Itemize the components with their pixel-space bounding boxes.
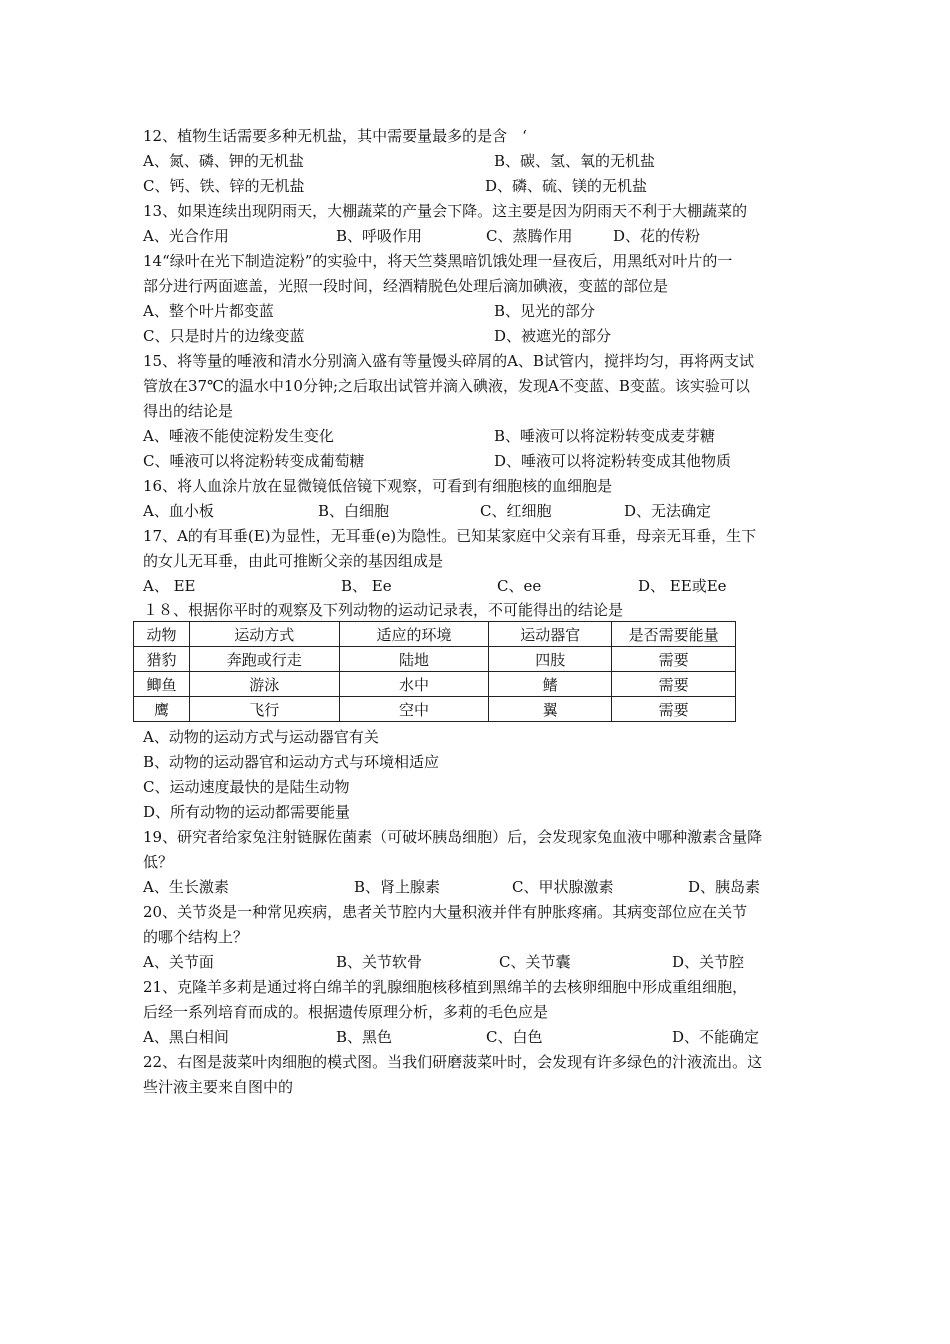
table-header-cell: 适应的环境 (339, 622, 489, 647)
table-cell: 翼 (489, 697, 612, 722)
question-21-option-c: C、白色 (486, 1028, 543, 1046)
question-18-option-a: A、动物的运动方式与运动器官有关 (143, 728, 379, 746)
table-header-row (134, 622, 736, 647)
question-19-stem-line-2: 低？ (143, 853, 174, 871)
question-18-option-b: B、动物的运动器官和运动方式与环境相适应 (143, 753, 440, 771)
question-15-option-d: D、唾液可以将淀粉转变成其他物质 (494, 452, 732, 470)
table-cell: 鲫鱼 (134, 672, 190, 697)
table-row (134, 672, 736, 697)
table-cell: 空中 (339, 697, 489, 722)
table-cell: 飞行 (189, 697, 339, 722)
animal-motion-table (133, 621, 736, 722)
table-cell: 猎豹 (134, 647, 190, 672)
question-15-stem-line-1: 15、将等量的唾液和清水分别滴入盛有等量馒头碎屑的A、B试管内，搅拌均匀，再将两支试 (143, 352, 754, 370)
question-12-option-c: C、钙、铁、锌的无机盐 (143, 177, 305, 195)
question-13-stem: 13、如果连续出现阴雨天，大棚蔬菜的产量会下降。这主要是因为阴雨天不利于大棚蔬菜的 (143, 202, 748, 220)
question-18-option-d: D、所有动物的运动都需要能量 (143, 803, 351, 821)
question-21-option-a: A、黑白相间 (143, 1028, 229, 1046)
question-17-option-c: C、ee (497, 577, 542, 595)
question-20-stem-line-1: 20、关节炎是一种常见疾病，患者关节腔内大量积液并伴有肿胀疼痛。其病变部位应在关节 (143, 903, 748, 921)
question-20-stem-line-2: 的哪个结构上？ (143, 928, 249, 946)
question-16-option-d: D、无法确定 (624, 502, 712, 520)
question-21-option-d: D、不能确定 (672, 1028, 760, 1046)
question-14-option-a: A、整个叶片都变蓝 (143, 302, 274, 320)
table-row (134, 697, 736, 722)
question-16-option-a: A、血小板 (143, 502, 214, 520)
table-cell: 奔跑或行走 (189, 647, 339, 672)
question-16-stem: 16、将人血涂片放在显微镜低倍镜下观察，可看到有细胞核的血细胞是 (143, 477, 613, 495)
question-14-option-c: C、只是时片的边缘变蓝 (143, 327, 305, 345)
question-12-option-b: B、碳、氢、氧的无机盐 (494, 152, 656, 170)
table-cell: 需要 (612, 672, 736, 697)
table-cell: 需要 (612, 647, 736, 672)
table-header-cell: 运动器官 (489, 622, 612, 647)
table-cell: 水中 (339, 672, 489, 697)
question-20-option-d: D、关节腔 (672, 953, 745, 971)
question-14-stem-line-2: 部分进行两面遮盖，光照一段时间，经酒精脱色处理后滴加碘液，变蓝的部位是 (143, 277, 669, 295)
question-12-option-a: A、氮、磷、钾的无机盐 (143, 152, 304, 170)
question-15-stem-line-2: 管放在37℃的温水中10分钟;之后取出试管并滴入碘液，发现A不变蓝、B变蓝。该实验可以 (143, 377, 750, 395)
table-cell: 游泳 (189, 672, 339, 697)
question-14-stem-line-1: 14“绿叶在光下制造淀粉”的实验中，将天竺葵黑暗饥饿处理一昼夜后，用黑纸对叶片的一 (143, 252, 733, 270)
table-cell: 陆地 (339, 647, 489, 672)
question-19-option-a: A、生长激素 (143, 878, 229, 896)
question-22-stem-line-1: 22、右图是菠菜叶肉细胞的模式图。当我们研磨菠菜叶时，会发现有许多绿色的汁液流出。这 (143, 1053, 763, 1071)
question-17-stem-line-2: 的女儿无耳垂，由此可推断父亲的基因组成是 (143, 552, 444, 570)
question-16-option-b: B、白细胞 (318, 502, 390, 520)
table-cell: 鳍 (489, 672, 612, 697)
table-cell: 需要 (612, 697, 736, 722)
table-header-cell: 是否需要能量 (612, 622, 736, 647)
question-20-option-a: A、关节面 (143, 953, 214, 971)
question-21-option-b: B、黑色 (336, 1028, 393, 1046)
question-20-option-c: C、关节囊 (499, 953, 571, 971)
question-13-option-d: D、花的传粉 (613, 227, 701, 245)
question-14-option-d: D、被遮光的部分 (494, 327, 612, 345)
question-19-option-d: D、胰岛素 (688, 878, 761, 896)
table-header-cell: 运动方式 (189, 622, 339, 647)
question-17-option-b: B、 Ee (341, 577, 392, 595)
question-19-stem-line-1: 19、研究者给家兔注射链脲佐菌素（可破坏胰岛细胞）后，会发现家兔血液中哪种激素含量降 (143, 828, 763, 846)
question-14-option-b: B、见光的部分 (494, 302, 596, 320)
table-cell: 鹰 (134, 697, 190, 722)
question-21-stem-line-2: 后经一系列培育而成的。根据遗传原理分析，多莉的毛色应是 (143, 1003, 549, 1021)
question-13-option-a: A、光合作用 (143, 227, 229, 245)
question-18-option-c: C、运动速度最快的是陆生动物 (143, 778, 350, 796)
question-15-option-b: B、唾液可以将淀粉转变成麦芽糖 (494, 427, 716, 445)
question-12-option-d: D、磷、硫、镁的无机盐 (485, 177, 648, 195)
table-header-cell: 动物 (134, 622, 190, 647)
question-12-stem: 12、植物生话需要多种无机盐，其中需要量最多的是含 ‘ (143, 127, 527, 145)
question-21-stem-line-1: 21、克隆羊多莉是通过将白绵羊的乳腺细胞核移植到黑绵羊的去核卵细胞中形成重组细胞， (143, 978, 748, 996)
question-13-option-b: B、呼吸作用 (336, 227, 423, 245)
question-20-option-b: B、关节软骨 (336, 953, 423, 971)
table-row (134, 647, 736, 672)
question-13-option-c: C、蒸腾作用 (486, 227, 573, 245)
question-22-stem-line-2: 些汁液主要来自图中的 (143, 1078, 294, 1096)
question-17-stem-line-1: 17、A的有耳垂(E)为显性，无耳垂(e)为隐性。已知某家庭中父亲有耳垂，母亲无耳垂，生下 (143, 527, 757, 545)
question-19-option-b: B、肾上腺素 (354, 878, 441, 896)
question-15-stem-line-3: 得出的结论是 (143, 402, 234, 420)
question-17-option-d: D、 EE或Ee (638, 577, 727, 595)
question-16-option-c: C、红细胞 (480, 502, 552, 520)
question-18-stem: １８、根据你平时的观察及下列动物的运动记录表，不可能得出的结论是 (143, 601, 624, 619)
question-17-option-a: A、 EE (143, 577, 196, 595)
question-15-option-c: C、唾液可以将淀粉转变成葡萄糖 (143, 452, 365, 470)
table-cell: 四肢 (489, 647, 612, 672)
question-15-option-a: A、唾液不能使淀粉发生变化 (143, 427, 334, 445)
question-19-option-c: C、甲状腺激素 (512, 878, 614, 896)
